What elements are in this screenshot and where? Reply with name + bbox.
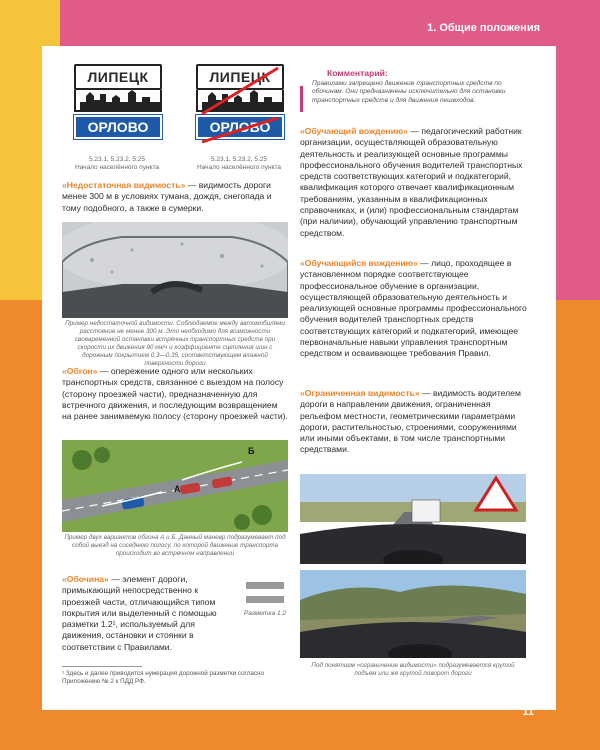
term: «Обгон» (62, 366, 98, 376)
red-diagonal-icon (196, 64, 284, 144)
definition-shoulder (62, 574, 238, 653)
sign-city-name: ЛИПЕЦК (74, 64, 162, 90)
footnote: ¹ Здесь и далее приводится нумерация дорожной разметки согласно Приложению № 2 к ПДД РФ. (62, 670, 265, 685)
term: «Ограниченная видимость» (300, 388, 420, 398)
city-exit-sign (196, 64, 284, 139)
photo-caption-visibility: Пример недостаточной видимости. Соблюдаемое между автомобилями расстояние не менее 300 м. Это необходимо для возможности своевременной остановки встречных транспортных средств при скорости их движения 90 км/ч и коэффициенте сцепления шин с дорожным покрытием 0,3—0,35, соответствующем влажной поверхности дороги (65, 320, 285, 367)
definition-text: — лицо, проходящее в установленном порядке соответствующее профессиональное обучение в организации, осуществляющей образовательную деятельность и реализующей основные программы профессионального обучения водителей транспортных средств соответствующих категорий и подкатегорий, имеющее первоначальные навыки управления транспортным средством и осваивающее требования Правил. (300, 258, 527, 359)
sign-description: Начало населённого пункта (197, 164, 281, 171)
overtaking-label-b: Б (248, 446, 255, 456)
road-marking-icon (246, 582, 284, 603)
comment-title: Комментарий: (327, 68, 388, 78)
sign-caption (184, 156, 294, 172)
definition-text: — видимость дороги менее 300 м в условиях тумана, дождя, снегопада и тому подобного, а также в сумерки. (62, 180, 272, 213)
sign-caption (62, 156, 172, 172)
sign-settlement-name: ОРЛОВО (196, 115, 284, 139)
sign-description: Начало населённого пункта (75, 164, 159, 171)
definition-instructor (300, 126, 528, 239)
definition-overtaking (62, 366, 288, 422)
comment-accent-bar (300, 86, 303, 112)
term: «Обучающийся вождению» (300, 258, 418, 268)
definition-text: — элемент дороги, примыкающий непосредственно к проезжей части, отличающийся типом покрытия или выделенный с помощью разметки 1.2¹, используемый для движения, остановки и стоянки в соответствии с Правилами. (62, 574, 217, 652)
page-number: 11 (522, 706, 534, 718)
term: «Недостаточная видимость» (62, 180, 186, 190)
overtaking-label-a: А (174, 484, 181, 494)
sign-codes: 5.23.1, 5.23.2, 5.25 (210, 156, 268, 163)
marking-caption: Разметка 1.2 (243, 610, 287, 617)
truck-on-road-photo (300, 474, 526, 564)
definition-insufficient-visibility (62, 180, 288, 214)
comment-text: Правилами запрещено движение транспортных средств по обочинам. Они предназначены исключительно для остановки транспортных средств и для движения пешеходов. (312, 80, 506, 104)
skyline-icon (74, 90, 162, 112)
chapter-title: 1. Общие положения (427, 22, 540, 34)
city-entry-sign (74, 64, 162, 139)
definition-text: — видимость водителем дороги в направлении движения, ограниченная рельефом местности, геометрическими параметрами дороги, растительностью, строениями, сооружениями или иными объектами, в том числе транспортными средствами. (300, 388, 521, 455)
term: «Обочина» (62, 574, 109, 584)
sign-city-name: ЛИПЕЦК (196, 64, 284, 90)
footnote-divider (62, 666, 142, 667)
definition-text: — опережение одного или нескольких транспортных средств, связанное с выездом на полосу (сторону проезжей части), предназначенную для встречного движения, и последующим возвращением на ранее занимаемую полосу (сторону проезжей части). (62, 366, 288, 422)
definition-student (300, 258, 528, 360)
photo-caption-limited-visibility: Под понятием «ограничение видимости» подразумевается крутой подъем или же крутой поворот дороги (311, 662, 515, 677)
foggy-windshield-photo (62, 222, 288, 318)
sign-settlement-name: ОРЛОВО (74, 115, 162, 139)
mountain-road-photo (300, 570, 526, 658)
term: «Обучающий вождению» (300, 126, 408, 136)
overtaking-illustration (62, 440, 288, 532)
definition-limited-visibility (300, 388, 528, 456)
definition-text: — педагогический работник организации, осуществляющей образовательную деятельность и реализующей основные программы профессионального обучения водителей транспортных средств соответствующих категорий и подкатегорий, квалификация которого отвечает квалификационным требованиям, указанным в квалификационных справочниках, и (или) профессиональным стандартам (при наличии), обучающий управлению транспортным средством. (300, 126, 523, 238)
photo-caption-overtaking: Пример двух вариантов обгона А и Б. Данный маневр подразумевает под собой выезд на соседнюю полосу, по которой движение транспорта происходит во встречном направлении (64, 534, 286, 557)
sign-codes: 5.23.1, 5.23.2, 5.25 (88, 156, 146, 163)
